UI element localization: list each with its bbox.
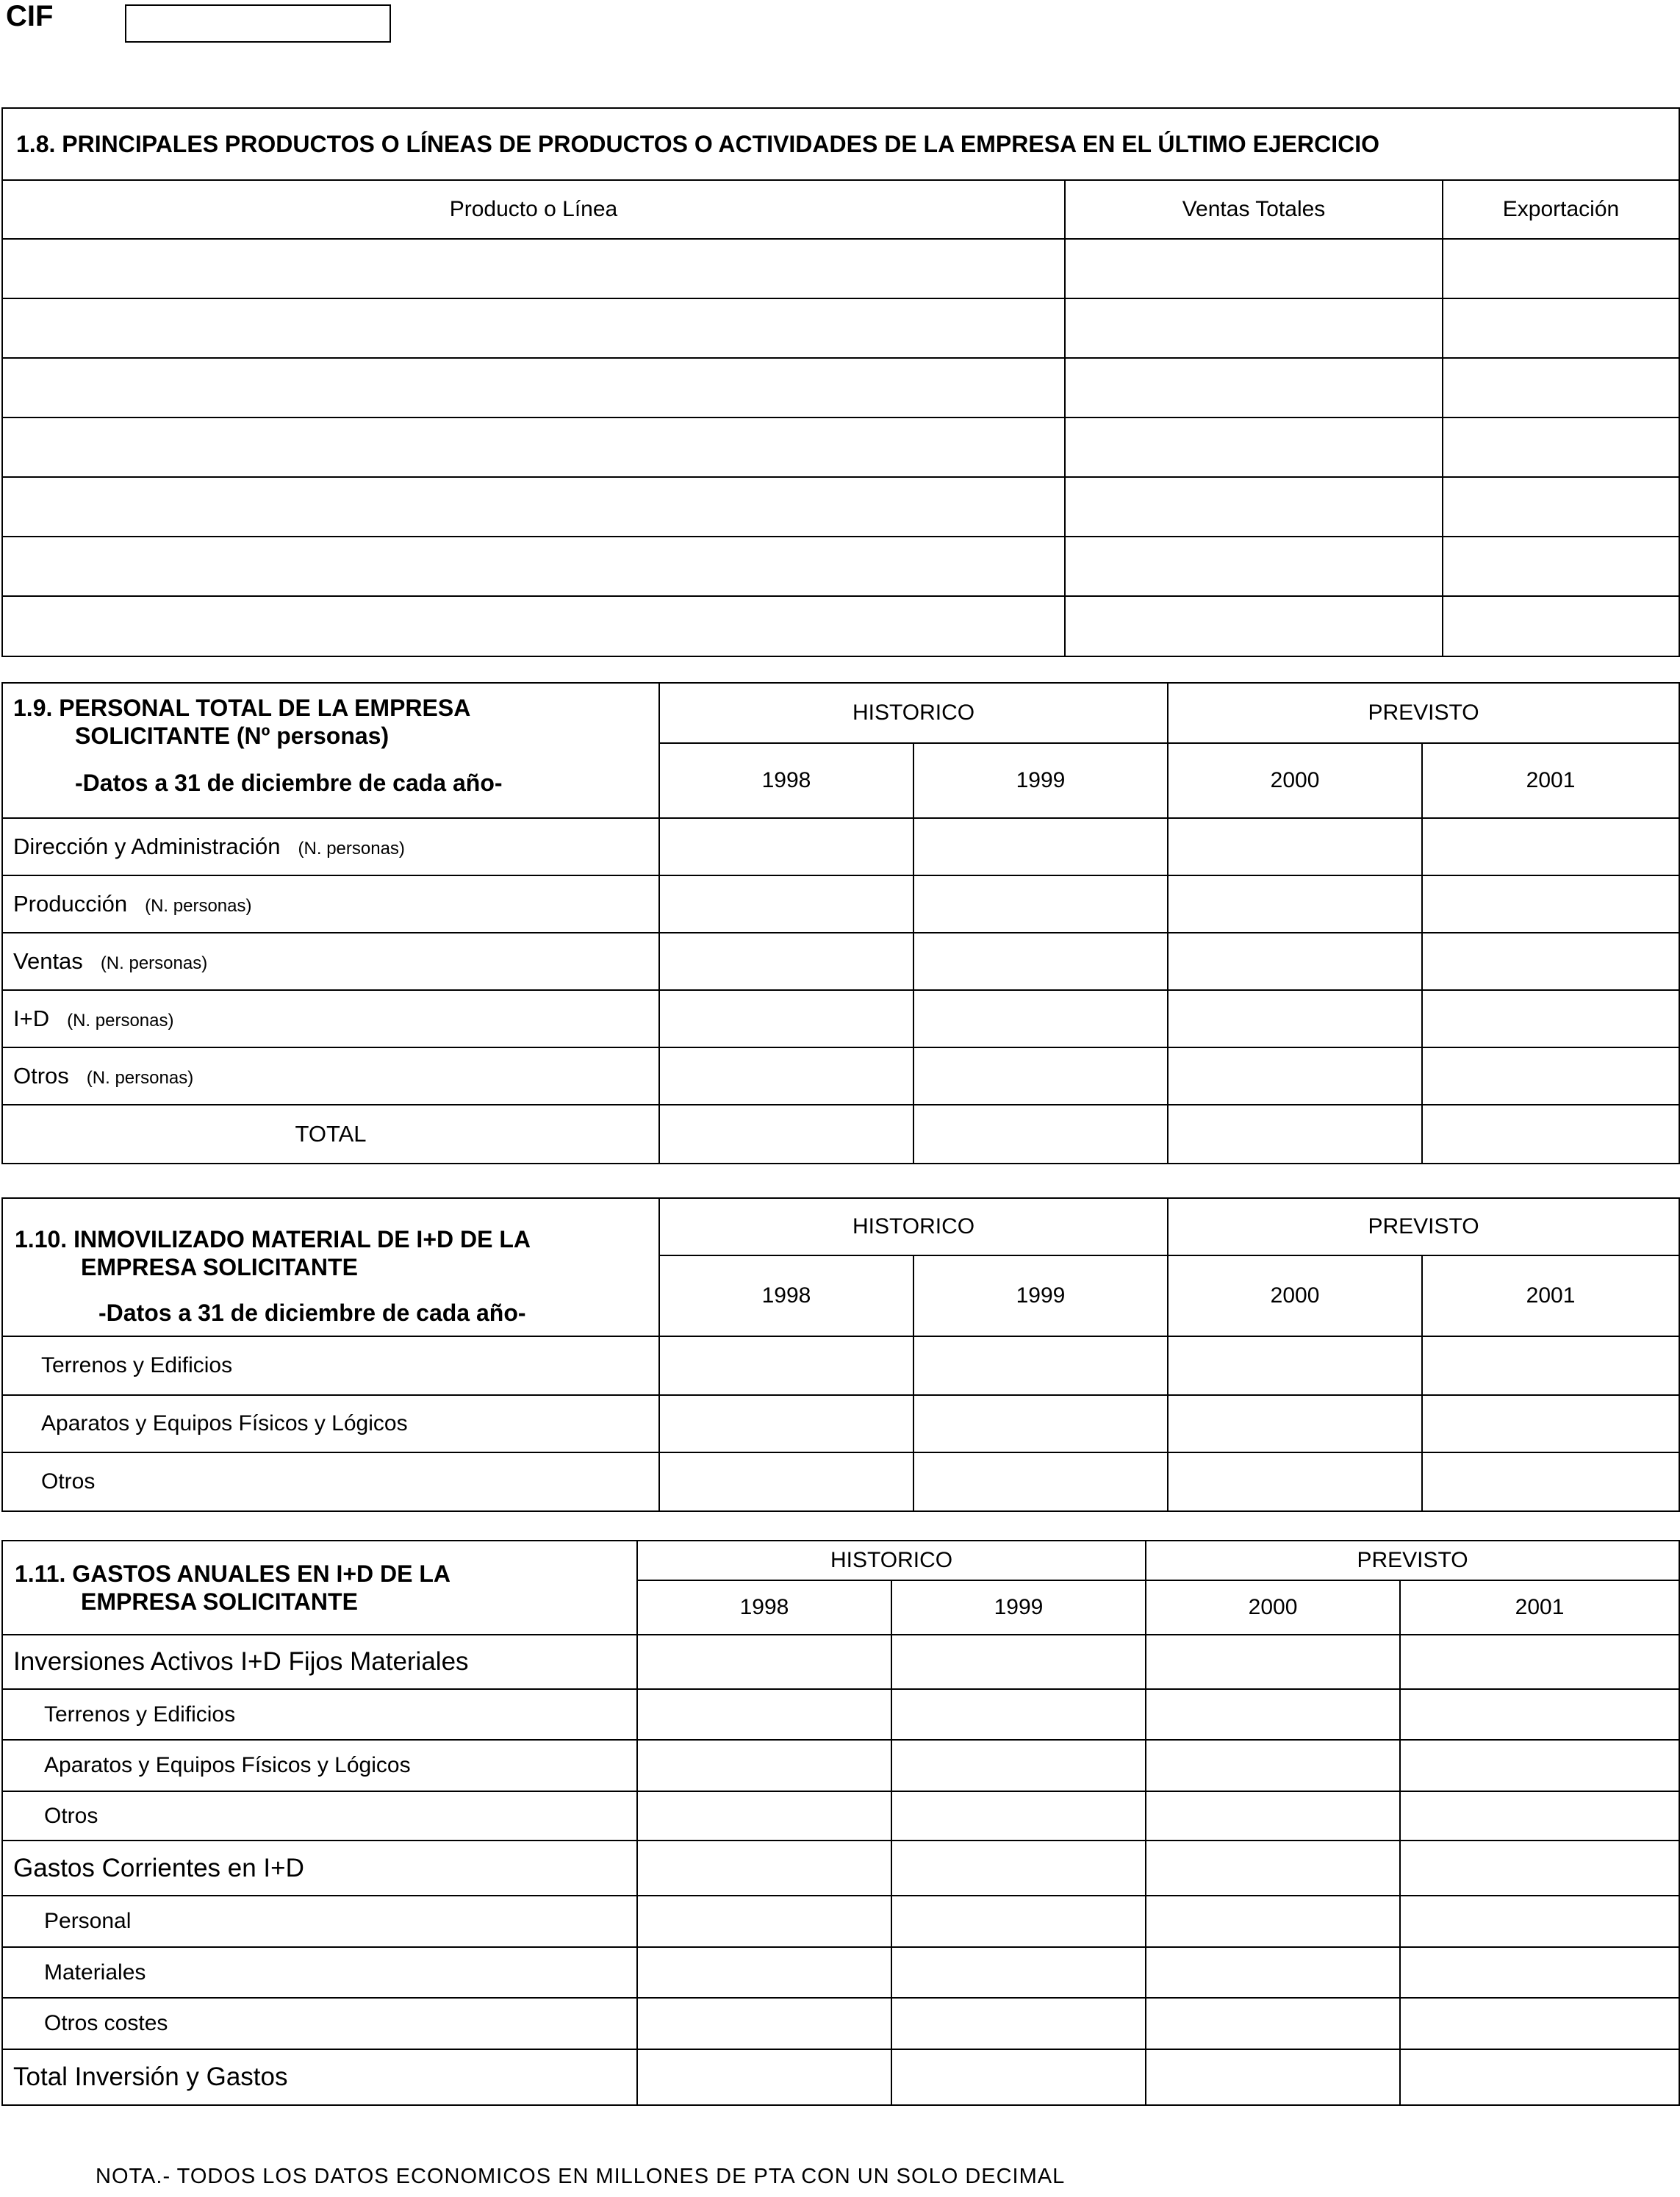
table-row xyxy=(2,537,1679,596)
row-unit: (N. personas) xyxy=(145,896,252,916)
value-cell-1998[interactable] xyxy=(659,990,913,1047)
value-cell-2001[interactable] xyxy=(1400,1791,1679,1841)
product-cell[interactable] xyxy=(2,417,1065,477)
personnel-table xyxy=(1,682,1680,1164)
total-cell-1999[interactable] xyxy=(913,1105,1168,1164)
value-cell-1999[interactable] xyxy=(891,1896,1146,1947)
row-unit: (N. personas) xyxy=(100,953,208,973)
year-2000-header: 2000 xyxy=(1146,1580,1400,1635)
value-cell-2001[interactable] xyxy=(1400,1998,1679,2049)
table-row xyxy=(2,477,1679,537)
product-cell[interactable] xyxy=(2,298,1065,358)
table-row xyxy=(2,1998,1679,2049)
value-cell-1998[interactable] xyxy=(637,1689,891,1740)
section-1-9-subtitle: -Datos a 31 de diciembre de cada año- xyxy=(75,770,503,796)
value-cell-2001[interactable] xyxy=(1422,1395,1679,1452)
cif-input[interactable] xyxy=(125,4,391,43)
row-label-gastos-corrientes: Gastos Corrientes en I+D xyxy=(2,1841,637,1896)
table-row xyxy=(2,1452,1679,1511)
previsto-header: PREVISTO xyxy=(1168,683,1679,743)
table-row xyxy=(2,1740,1679,1791)
value-cell-2000[interactable] xyxy=(1146,1841,1400,1896)
product-cell[interactable] xyxy=(2,596,1065,656)
col-header-sales: Ventas Totales xyxy=(1065,180,1443,239)
sales-cell[interactable] xyxy=(1065,596,1443,656)
value-cell-1999[interactable] xyxy=(913,933,1168,990)
value-cell-2001[interactable] xyxy=(1422,990,1679,1047)
sales-cell[interactable] xyxy=(1065,477,1443,537)
value-cell-2000[interactable] xyxy=(1168,1047,1422,1105)
table-row xyxy=(2,1395,1679,1452)
value-cell-2000[interactable] xyxy=(1146,1740,1400,1791)
table-row xyxy=(2,1947,1679,1998)
value-cell-1998[interactable] xyxy=(637,1998,891,2049)
table-row xyxy=(2,1841,1679,1896)
value-cell-1999[interactable] xyxy=(891,1841,1146,1896)
value-cell-1998[interactable] xyxy=(637,1740,891,1791)
value-cell-2001[interactable] xyxy=(1422,818,1679,875)
section-1-9-title-line1: 1.9. PERSONAL TOTAL DE LA EMPRESA xyxy=(13,695,471,721)
section-1-9-title-line2: SOLICITANTE (Nº personas) xyxy=(75,723,390,749)
value-cell-1999[interactable] xyxy=(891,1635,1146,1689)
value-cell-1998[interactable] xyxy=(659,818,913,875)
value-cell-2000[interactable] xyxy=(1168,933,1422,990)
value-cell-2000[interactable] xyxy=(1146,1947,1400,1998)
value-cell-2001[interactable] xyxy=(1400,1947,1679,1998)
rd-assets-table xyxy=(1,1197,1680,1512)
value-cell-2000[interactable] xyxy=(1146,2049,1400,2105)
value-cell-2000[interactable] xyxy=(1168,990,1422,1047)
value-cell-2000[interactable] xyxy=(1146,1998,1400,2049)
cif-label: CIF xyxy=(6,0,54,32)
historico-header: HISTORICO xyxy=(637,1541,1146,1580)
value-cell-1999[interactable] xyxy=(891,1689,1146,1740)
product-cell[interactable] xyxy=(2,477,1065,537)
sales-cell[interactable] xyxy=(1065,358,1443,417)
total-cell-2000[interactable] xyxy=(1168,1105,1422,1164)
product-cell[interactable] xyxy=(2,537,1065,596)
row-label-materiales: Materiales xyxy=(2,1947,637,1998)
export-cell[interactable] xyxy=(1443,358,1679,417)
col-header-product: Producto o Línea xyxy=(2,180,1065,239)
row-label-aparatos: Aparatos y Equipos Físicos y Lógicos xyxy=(2,1740,637,1791)
value-cell-1999[interactable] xyxy=(913,1395,1168,1452)
row-label-aparatos: Aparatos y Equipos Físicos y Lógicos xyxy=(2,1395,659,1452)
row-label-text: Otros xyxy=(13,1063,69,1089)
col-header-export: Exportación xyxy=(1443,180,1679,239)
value-cell-1999[interactable] xyxy=(891,1791,1146,1841)
year-2001-header: 2001 xyxy=(1422,1255,1679,1336)
value-cell-2000[interactable] xyxy=(1168,875,1422,933)
table-row xyxy=(2,818,1679,875)
row-unit: (N. personas) xyxy=(298,839,405,859)
row-label-otros xyxy=(2,1047,659,1105)
table-row xyxy=(2,239,1679,298)
row-label-text: Dirección y Administración xyxy=(13,834,281,859)
value-cell-1999[interactable] xyxy=(913,1047,1168,1105)
sales-cell[interactable] xyxy=(1065,298,1443,358)
value-cell-1998[interactable] xyxy=(637,1841,891,1896)
value-cell-2000[interactable] xyxy=(1146,1689,1400,1740)
value-cell-2001[interactable] xyxy=(1422,1336,1679,1395)
value-cell-1999[interactable] xyxy=(913,818,1168,875)
table-row xyxy=(2,1791,1679,1841)
value-cell-1998[interactable] xyxy=(637,1791,891,1841)
value-cell-1998[interactable] xyxy=(659,1395,913,1452)
value-cell-1999[interactable] xyxy=(891,2049,1146,2105)
value-cell-2000[interactable] xyxy=(1168,1336,1422,1395)
table-row xyxy=(2,1689,1679,1740)
row-label-inversiones: Inversiones Activos I+D Fijos Materiales xyxy=(2,1635,637,1689)
year-2001-header: 2001 xyxy=(1400,1580,1679,1635)
value-cell-2000[interactable] xyxy=(1168,1452,1422,1511)
year-2000-header: 2000 xyxy=(1168,1255,1422,1336)
value-cell-1999[interactable] xyxy=(891,1998,1146,2049)
value-cell-1998[interactable] xyxy=(637,1635,891,1689)
row-label-ventas xyxy=(2,933,659,990)
product-cell[interactable] xyxy=(2,358,1065,417)
total-label: TOTAL xyxy=(2,1105,659,1164)
sales-cell[interactable] xyxy=(1065,417,1443,477)
table-row xyxy=(2,875,1679,933)
section-1-10-title xyxy=(2,1198,659,1336)
value-cell-1999[interactable] xyxy=(913,1452,1168,1511)
value-cell-1999[interactable] xyxy=(913,875,1168,933)
export-cell[interactable] xyxy=(1443,596,1679,656)
value-cell-2000[interactable] xyxy=(1168,1395,1422,1452)
row-label-text: Ventas xyxy=(13,948,83,974)
products-table xyxy=(1,107,1680,657)
previsto-header: PREVISTO xyxy=(1146,1541,1679,1580)
table-row xyxy=(2,1336,1679,1395)
export-cell[interactable] xyxy=(1443,417,1679,477)
year-1998-header: 1998 xyxy=(637,1580,891,1635)
export-cell[interactable] xyxy=(1443,537,1679,596)
value-cell-2000[interactable] xyxy=(1146,1635,1400,1689)
value-cell-2001[interactable] xyxy=(1422,875,1679,933)
table-row xyxy=(2,298,1679,358)
value-cell-2001[interactable] xyxy=(1400,1841,1679,1896)
value-cell-1998[interactable] xyxy=(659,1047,913,1105)
value-cell-1998[interactable] xyxy=(659,875,913,933)
row-label-terrenos: Terrenos y Edificios xyxy=(2,1689,637,1740)
table-row xyxy=(2,1047,1679,1105)
value-cell-1999[interactable] xyxy=(891,1947,1146,1998)
section-1-10-title-line1: 1.10. INMOVILIZADO MATERIAL DE I+D DE LA xyxy=(15,1226,531,1252)
rd-expenses-table xyxy=(1,1540,1680,2106)
table-row xyxy=(2,1896,1679,1947)
historico-header: HISTORICO xyxy=(659,1198,1168,1255)
total-cell-1998[interactable] xyxy=(659,1105,913,1164)
sales-cell[interactable] xyxy=(1065,239,1443,298)
export-cell[interactable] xyxy=(1443,298,1679,358)
section-1-10-title-line2: EMPRESA SOLICITANTE xyxy=(81,1254,358,1280)
value-cell-1999[interactable] xyxy=(913,990,1168,1047)
year-2000-header: 2000 xyxy=(1168,743,1422,818)
table-row xyxy=(2,1635,1679,1689)
row-label-otros: Otros xyxy=(2,1791,637,1841)
value-cell-1998[interactable] xyxy=(637,1947,891,1998)
value-cell-1998[interactable] xyxy=(637,2049,891,2105)
table-row xyxy=(2,596,1679,656)
value-cell-2001[interactable] xyxy=(1422,1047,1679,1105)
year-1999-header: 1999 xyxy=(913,1255,1168,1336)
row-label-otros: Otros xyxy=(2,1452,659,1511)
value-cell-2001[interactable] xyxy=(1400,1896,1679,1947)
section-1-11-title xyxy=(2,1541,637,1635)
year-1999-header: 1999 xyxy=(913,743,1168,818)
value-cell-2000[interactable] xyxy=(1146,1791,1400,1841)
value-cell-1999[interactable] xyxy=(891,1740,1146,1791)
table-row xyxy=(2,417,1679,477)
row-label-terrenos: Terrenos y Edificios xyxy=(2,1336,659,1395)
value-cell-2001[interactable] xyxy=(1400,1689,1679,1740)
row-label-text: I+D xyxy=(13,1006,50,1031)
value-cell-2001[interactable] xyxy=(1400,2049,1679,2105)
row-label-total: Total Inversión y Gastos xyxy=(2,2049,637,2105)
previsto-header: PREVISTO xyxy=(1168,1198,1679,1255)
year-2001-header: 2001 xyxy=(1422,743,1679,818)
value-cell-2001[interactable] xyxy=(1400,1635,1679,1689)
table-row xyxy=(2,358,1679,417)
value-cell-1998[interactable] xyxy=(637,1896,891,1947)
row-label-text: Producción xyxy=(13,891,128,917)
section-1-10-subtitle: -Datos a 31 de diciembre de cada año- xyxy=(98,1300,526,1326)
row-label-otros-costes: Otros costes xyxy=(2,1998,637,2049)
table-row xyxy=(2,990,1679,1047)
year-1999-header: 1999 xyxy=(891,1580,1146,1635)
section-1-11-title-line1: 1.11. GASTOS ANUALES EN I+D DE LA xyxy=(15,1560,451,1587)
export-cell[interactable] xyxy=(1443,477,1679,537)
value-cell-1998[interactable] xyxy=(659,1452,913,1511)
row-label-produccion xyxy=(2,875,659,933)
table-row xyxy=(2,1105,1679,1164)
value-cell-1999[interactable] xyxy=(913,1336,1168,1395)
row-label-direccion xyxy=(2,818,659,875)
row-label-personal: Personal xyxy=(2,1896,637,1947)
section-1-8-title: 1.8. PRINCIPALES PRODUCTOS O LÍNEAS DE PRODUCTOS O ACTIVIDADES DE LA EMPRESA EN EL ÚLTIMO EJERCICIO xyxy=(2,108,1679,180)
section-1-9-title xyxy=(2,683,659,818)
total-cell-2001[interactable] xyxy=(1422,1105,1679,1164)
table-row xyxy=(2,933,1679,990)
year-1998-header: 1998 xyxy=(659,743,913,818)
year-1998-header: 1998 xyxy=(659,1255,913,1336)
footer-note: NOTA.- TODOS LOS DATOS ECONOMICOS EN MILLONES DE PTA CON UN SOLO DECIMAL xyxy=(96,2165,1066,2188)
value-cell-2000[interactable] xyxy=(1146,1896,1400,1947)
value-cell-2001[interactable] xyxy=(1422,933,1679,990)
value-cell-2000[interactable] xyxy=(1168,818,1422,875)
section-1-11-title-line2: EMPRESA SOLICITANTE xyxy=(81,1588,358,1615)
export-cell[interactable] xyxy=(1443,239,1679,298)
row-unit: (N. personas) xyxy=(67,1011,174,1031)
value-cell-2001[interactable] xyxy=(1400,1740,1679,1791)
product-cell[interactable] xyxy=(2,239,1065,298)
table-row xyxy=(2,2049,1679,2105)
value-cell-1998[interactable] xyxy=(659,1336,913,1395)
historico-header: HISTORICO xyxy=(659,683,1168,743)
sales-cell[interactable] xyxy=(1065,537,1443,596)
row-label-id xyxy=(2,990,659,1047)
value-cell-1998[interactable] xyxy=(659,933,913,990)
value-cell-2001[interactable] xyxy=(1422,1452,1679,1511)
row-unit: (N. personas) xyxy=(86,1068,194,1088)
